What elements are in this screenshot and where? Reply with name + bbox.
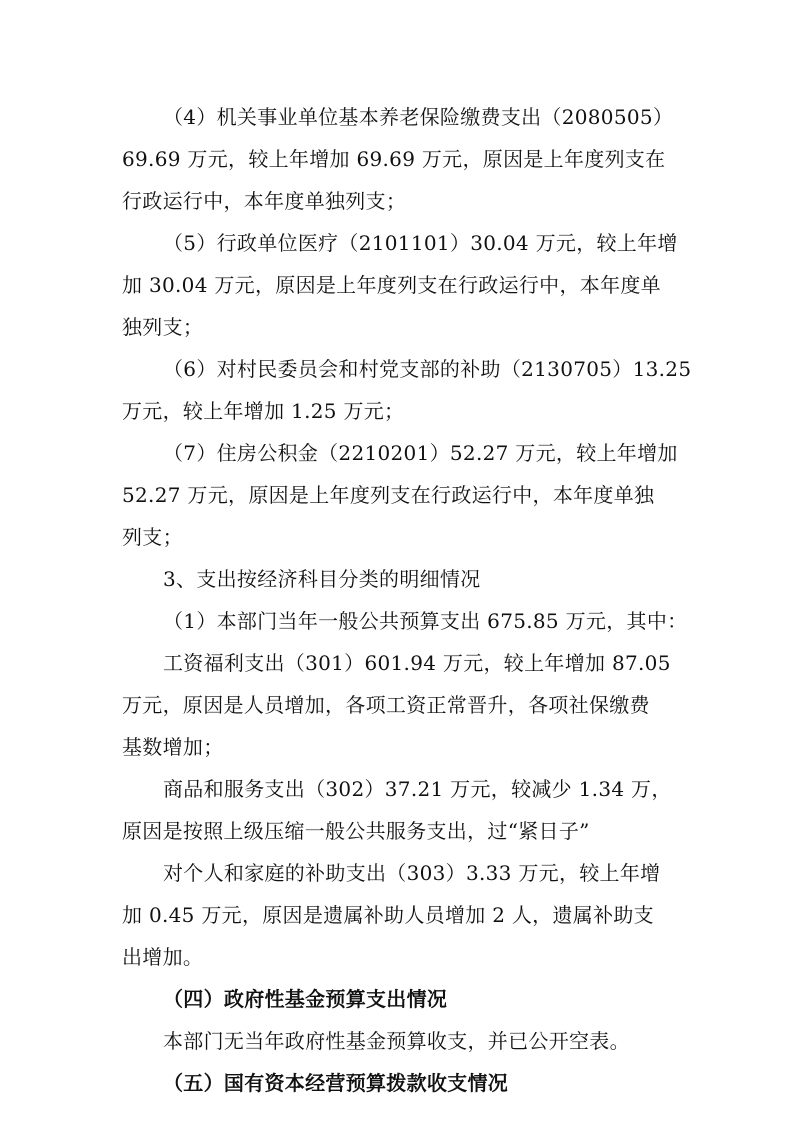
paragraph-line: 列支； [122, 525, 183, 549]
paragraph-line: 69.69 万元，较上年增加 69.69 万元，原因是上年度列支在 [122, 147, 666, 171]
paragraph-line: 加 30.04 万元，原因是上年度列支在行政运行中，本年度单 [122, 273, 661, 297]
paragraph-line: 行政运行中，本年度单独列支； [122, 189, 407, 213]
paragraph-line: 万元，原因是人员增加，各项工资正常晋升，各项社保缴费 [122, 693, 650, 717]
paragraph-line: 原因是按照上级压缩一般公共服务支出，过“紧日子” [122, 819, 590, 843]
paragraph-line: （6）对村民委员会和村党支部的补助（2130705）13.25 [163, 357, 692, 381]
paragraph-line: 工资福利支出（301）601.94 万元，较上年增加 87.05 [163, 651, 671, 675]
subsection-heading: 3、支出按经济科目分类的明细情况 [163, 567, 481, 591]
paragraph-line: 万元，较上年增加 1.25 万元； [122, 399, 405, 423]
paragraph-line: 出增加。 [122, 945, 204, 969]
paragraph-line: （4）机关事业单位基本养老保险缴费支出（2080505） [163, 105, 674, 129]
paragraph-line: 独列支； [122, 315, 204, 339]
paragraph-line: 对个人和家庭的补助支出（303）3.33 万元，较上年增 [163, 861, 661, 885]
paragraph-line: 加 0.45 万元，原因是遗属补助人员增加 2 人，遗属补助支 [122, 903, 654, 927]
paragraph-line: 本部门无当年政府性基金预算收支，并已公开空表。 [163, 1029, 630, 1053]
paragraph-line: （7）住房公积金（2210201）52.27 万元，较上年增加 [163, 441, 678, 465]
section-heading: （五）国有资本经营预算拨款收支情况 [163, 1071, 509, 1095]
paragraph-line: （5）行政单位医疗（2101101）30.04 万元，较上年增 [163, 231, 678, 255]
paragraph-line: 基数增加； [122, 735, 224, 759]
paragraph-line: 商品和服务支出（302）37.21 万元，较减少 1.34 万， [163, 777, 672, 801]
section-heading: （四）政府性基金预算支出情况 [163, 987, 448, 1011]
paragraph-line: （1）本部门当年一般公共预算支出 675.85 万元，其中： [163, 609, 688, 633]
paragraph-line: 52.27 万元，原因是上年度列支在行政运行中，本年度单独 [122, 483, 655, 507]
